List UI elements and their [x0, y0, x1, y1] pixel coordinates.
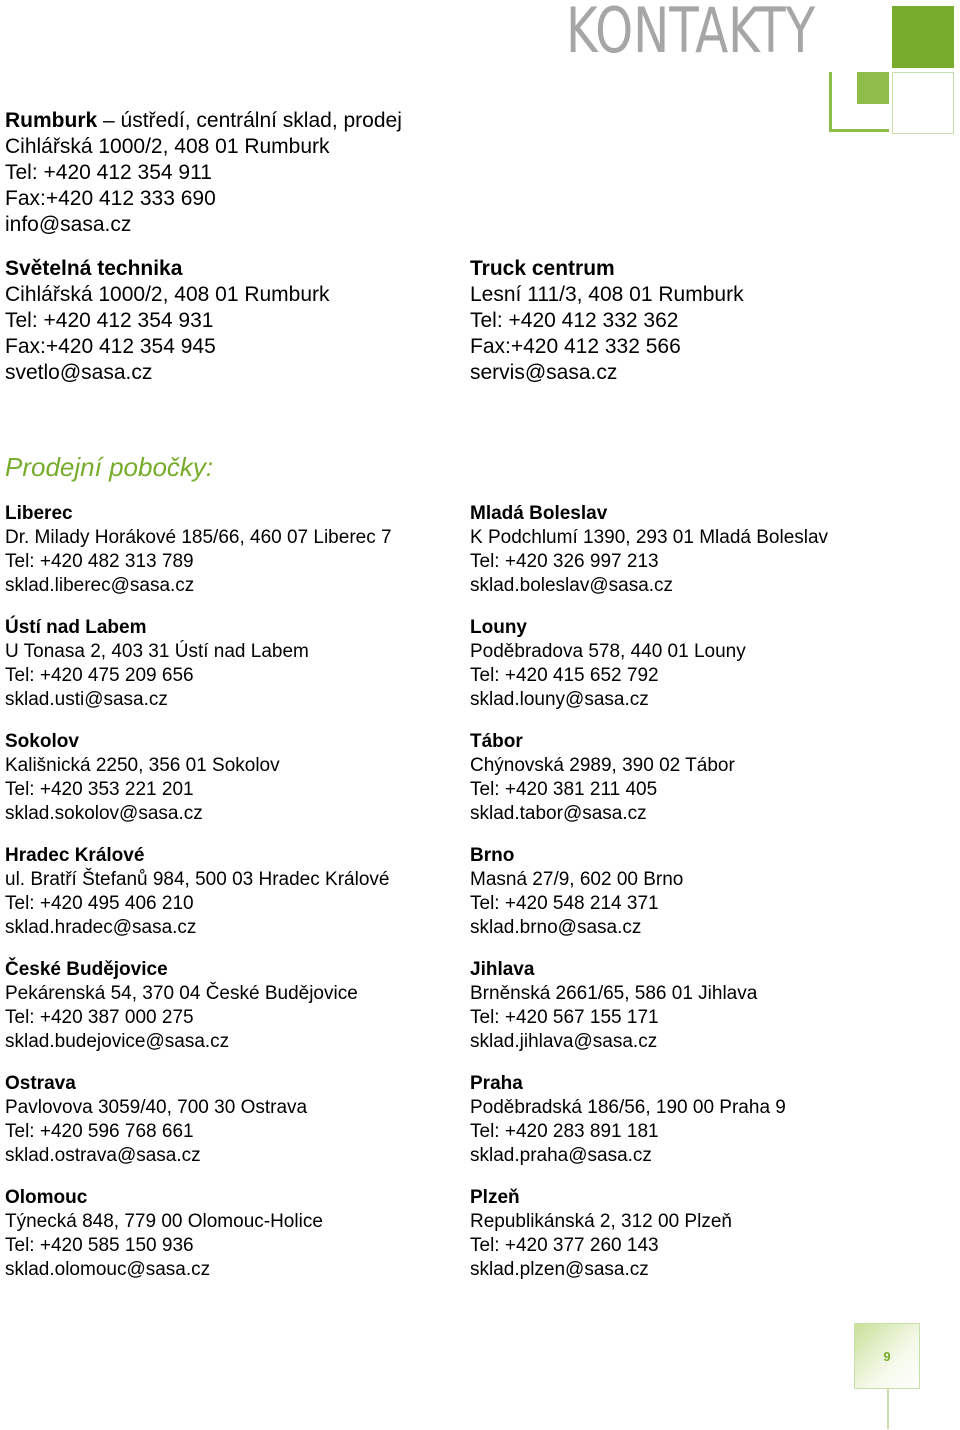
branch-budejovice [5, 958, 358, 1054]
branch-email[interactable]: sklad.olomouc@sasa.cz [5, 1259, 211, 1280]
branch-address: Brněnská 2661/65, 586 01 Jihlava [470, 983, 758, 1004]
contact-address: Cihlářská 1000/2, 408 01 Rumburk [5, 135, 330, 158]
branch-boleslav [470, 502, 828, 598]
branch-louny [470, 616, 746, 712]
decor-corner-line [829, 72, 832, 132]
contact-lighting [5, 256, 330, 386]
branch-phone: Tel: +420 381 211 405 [470, 779, 658, 800]
branch-address: Kališnická 2250, 356 01 Sokolov [5, 755, 280, 776]
branch-address: Týnecká 848, 779 00 Olomouc-Holice [5, 1211, 323, 1232]
branch-plzen [470, 1186, 732, 1282]
branch-email[interactable]: sklad.louny@sasa.cz [470, 689, 649, 710]
branch-email[interactable]: sklad.brno@sasa.cz [470, 917, 642, 938]
branches-heading: Prodejní pobočky: [5, 452, 214, 482]
branch-address: Republikánská 2, 312 00 Plzeň [470, 1211, 732, 1232]
branch-sokolov [5, 730, 280, 826]
contact-fax: Fax:+420 412 333 690 [5, 187, 216, 210]
contact-address: Lesní 111/3, 408 01 Rumburk [470, 283, 744, 306]
contact-headquarters [5, 108, 402, 238]
branch-address: Poděbradská 186/56, 190 00 Praha 9 [470, 1097, 786, 1118]
branch-address: U Tonasa 2, 403 31 Ústí nad Labem [5, 641, 309, 662]
page-title: KONTAKTY [566, 0, 816, 67]
branch-brno [470, 844, 683, 940]
branch-phone: Tel: +420 326 997 213 [470, 551, 659, 572]
branch-address: Pavlovova 3059/40, 700 30 Ostrava [5, 1097, 308, 1118]
contact-name: Rumburk [5, 109, 98, 132]
contact-address: Cihlářská 1000/2, 408 01 Rumburk [5, 283, 330, 306]
branch-phone: Tel: +420 596 768 661 [5, 1121, 194, 1142]
contact-phone: Tel: +420 412 354 931 [5, 309, 214, 332]
branch-email[interactable]: sklad.liberec@sasa.cz [5, 575, 195, 596]
branch-address: ul. Bratří Štefanů 984, 500 03 Hradec Králové [5, 869, 390, 890]
branch-name: Sokolov [5, 731, 79, 752]
contact-truck-centrum [470, 256, 744, 386]
decor-square-filled [892, 6, 954, 68]
branch-name: Mladá Boleslav [470, 503, 608, 524]
branch-address: Masná 27/9, 602 00 Brno [470, 869, 684, 890]
branch-name: Olomouc [5, 1187, 88, 1208]
contact-email[interactable]: info@sasa.cz [5, 213, 132, 236]
branch-name: Praha [470, 1073, 523, 1094]
branch-phone: Tel: +420 495 406 210 [5, 893, 194, 914]
contact-phone: Tel: +420 412 332 362 [470, 309, 679, 332]
branch-email[interactable]: sklad.plzen@sasa.cz [470, 1259, 649, 1280]
branch-tabor [470, 730, 735, 826]
branch-phone: Tel: +420 377 260 143 [470, 1235, 659, 1256]
branch-phone: Tel: +420 475 209 656 [5, 665, 194, 686]
branch-email[interactable]: sklad.ostrava@sasa.cz [5, 1145, 201, 1166]
decor-square-outline [892, 72, 954, 134]
branch-phone: Tel: +420 585 150 936 [5, 1235, 194, 1256]
page-number-line [887, 1389, 889, 1429]
branch-usti [5, 616, 309, 712]
branch-email[interactable]: sklad.hradec@sasa.cz [5, 917, 197, 938]
branch-olomouc [5, 1186, 323, 1282]
branch-email[interactable]: sklad.jihlava@sasa.cz [470, 1031, 658, 1052]
page-number-label: 9 [883, 1348, 891, 1364]
branch-name: Plzeň [470, 1187, 520, 1208]
branch-name: České Budějovice [5, 959, 168, 980]
branch-jihlava [470, 958, 757, 1054]
branch-phone: Tel: +420 387 000 275 [5, 1007, 194, 1028]
branch-name: Hradec Králové [5, 845, 145, 866]
branch-email[interactable]: sklad.praha@sasa.cz [470, 1145, 652, 1166]
contact-subtitle: – ústředí, centrální sklad, prodej [103, 109, 402, 132]
contact-fax: Fax:+420 412 332 566 [470, 335, 681, 358]
branch-phone: Tel: +420 415 652 792 [470, 665, 659, 686]
contact-name: Truck centrum [470, 257, 615, 280]
branch-hradec [5, 844, 389, 940]
branch-phone: Tel: +420 283 891 181 [470, 1121, 659, 1142]
branch-phone: Tel: +420 567 155 171 [470, 1007, 659, 1028]
decor-corner-line [829, 129, 889, 132]
contact-name: Světelná technika [5, 257, 183, 280]
branch-address: K Podchlumí 1390, 293 01 Mladá Boleslav [470, 527, 829, 548]
branch-ostrava [5, 1072, 307, 1168]
contact-phone: Tel: +420 412 354 911 [5, 161, 212, 184]
branch-name: Liberec [5, 503, 73, 524]
branch-praha [470, 1072, 786, 1168]
decor-square-small [857, 72, 889, 104]
branch-name: Brno [470, 845, 515, 866]
branch-name: Jihlava [470, 959, 535, 980]
branch-phone: Tel: +420 353 221 201 [5, 779, 194, 800]
branch-phone: Tel: +420 482 313 789 [5, 551, 194, 572]
branch-name: Tábor [470, 731, 523, 752]
branch-address: Chýnovská 2989, 390 02 Tábor [470, 755, 735, 776]
contact-email[interactable]: servis@sasa.cz [470, 361, 618, 384]
branch-address: Pekárenská 54, 370 04 České Budějovice [5, 983, 358, 1004]
branch-liberec [5, 502, 392, 598]
branch-name: Ústí nad Labem [5, 617, 147, 638]
branch-name: Louny [470, 617, 527, 638]
page-number [854, 1323, 920, 1389]
branch-email[interactable]: sklad.budejovice@sasa.cz [5, 1031, 230, 1052]
branch-email[interactable]: sklad.sokolov@sasa.cz [5, 803, 203, 824]
branch-email[interactable]: sklad.tabor@sasa.cz [470, 803, 647, 824]
branch-name: Ostrava [5, 1073, 76, 1094]
branch-phone: Tel: +420 548 214 371 [470, 893, 659, 914]
branch-address: Dr. Milady Horákové 185/66, 460 07 Liberec 7 [5, 527, 392, 548]
branch-address: Poděbradova 578, 440 01 Louny [470, 641, 746, 662]
branch-email[interactable]: sklad.usti@sasa.cz [5, 689, 168, 710]
contact-fax: Fax:+420 412 354 945 [5, 335, 216, 358]
branch-email[interactable]: sklad.boleslav@sasa.cz [470, 575, 674, 596]
contact-email[interactable]: svetlo@sasa.cz [5, 361, 153, 384]
